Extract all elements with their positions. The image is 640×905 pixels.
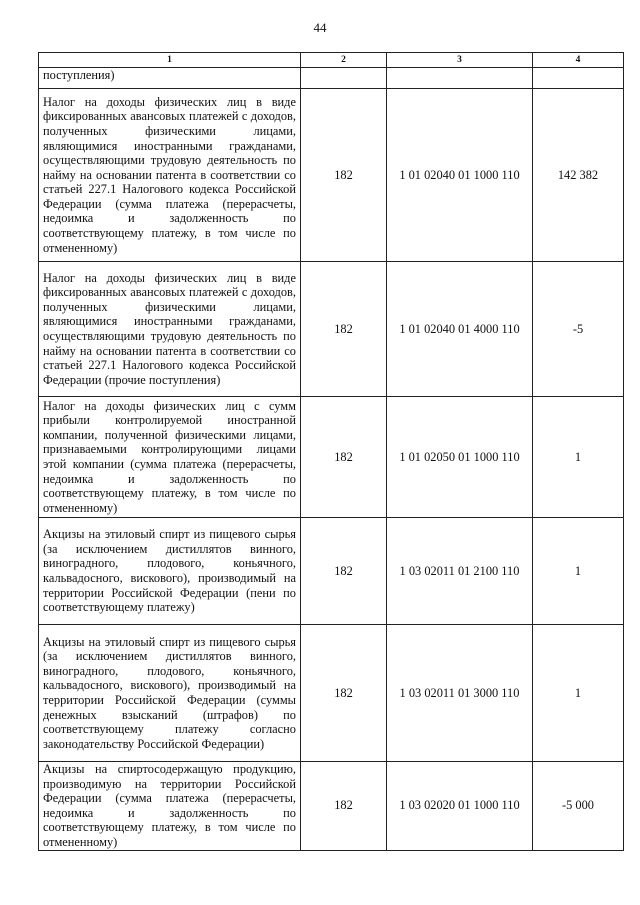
table-row <box>39 762 624 851</box>
admin-code: 182 <box>301 397 387 518</box>
column-header-1: 1 <box>39 53 301 68</box>
column-header-4: 4 <box>533 53 624 68</box>
admin-code: 182 <box>301 518 387 625</box>
budget-code: 1 03 02020 01 1000 110 <box>387 762 533 851</box>
admin-code: 182 <box>301 762 387 851</box>
budget-code: 1 01 02050 01 1000 110 <box>387 397 533 518</box>
revenue-name: Налог на доходы физических лиц в виде фиксированных авансовых платежей с доходов, полученных физическими лицами, являющимися иностранными гражданами, осуществляющими трудовую деятельность по найму на основании патента в соответствии со статьей 227.1 Налогового кодекса Российской Федерации (прочие поступления) <box>39 262 301 397</box>
continuation-text: поступления) <box>39 68 301 89</box>
admin-code: 182 <box>301 625 387 762</box>
page-number: 44 <box>313 20 327 35</box>
revenue-name: Акцизы на этиловый спирт из пищевого сырья (за исключением дистиллятов винного, виноградного, плодового, коньячного, кальвадосного, вискового), производимый на территории Российской Федерации (пени по соответствующему платежу) <box>39 518 301 625</box>
revenue-name: Налог на доходы физических лиц в виде фиксированных авансовых платежей с доходов, полученных физическими лицами, являющимися иностранными гражданами, осуществляющими трудовую деятельность по найму на основании патента в соответствии со статьей 227.1 Налогового кодекса Российской Федерации (сумма платежа (перерасчеты, недоимка и задолженность по соответствующему платежу, в том числе по отмененному) <box>39 89 301 262</box>
table-row-continuation <box>39 68 624 89</box>
amount: -5 000 <box>533 762 624 851</box>
amount: 142 382 <box>533 89 624 262</box>
table-row <box>39 625 624 762</box>
table-row <box>39 262 624 397</box>
empty-cell <box>533 68 624 89</box>
admin-code: 182 <box>301 89 387 262</box>
budget-code: 1 03 02011 01 2100 110 <box>387 518 533 625</box>
amount: -5 <box>533 262 624 397</box>
table-row <box>39 89 624 262</box>
revenue-name: Налог на доходы физических лиц с сумм прибыли контролируемой иностранной компании, полученной физическими лицами, признаваемыми контролирующими лицами этой компании (сумма платежа (перерасчеты, недоимка и задолженность по соответствующему платежу, в том числе по отмененному) <box>39 397 301 518</box>
amount: 1 <box>533 397 624 518</box>
column-header-3: 3 <box>387 53 533 68</box>
budget-code: 1 01 02040 01 4000 110 <box>387 262 533 397</box>
admin-code: 182 <box>301 262 387 397</box>
amount: 1 <box>533 625 624 762</box>
table-header-row <box>39 53 624 68</box>
table-row <box>39 518 624 625</box>
revenue-name: Акцизы на спиртосодержащую продукцию, производимую на территории Российской Федерации (сумма платежа (перерасчеты, недоимка и задолженность по соответствующему платежу, в том числе по отмененному) <box>39 762 301 851</box>
empty-cell <box>387 68 533 89</box>
budget-code: 1 03 02011 01 3000 110 <box>387 625 533 762</box>
table-row <box>39 397 624 518</box>
column-header-2: 2 <box>301 53 387 68</box>
amount: 1 <box>533 518 624 625</box>
revenue-table <box>38 52 624 851</box>
revenue-name: Акцизы на этиловый спирт из пищевого сырья (за исключением дистиллятов винного, виноградного, плодового, коньячного, кальвадосного, вискового), производимый на территории Российской Федерации (суммы денежных взысканий (штрафов) по соответствующему платежу согласно законодательству Российской Федерации) <box>39 625 301 762</box>
budget-code: 1 01 02040 01 1000 110 <box>387 89 533 262</box>
empty-cell <box>301 68 387 89</box>
